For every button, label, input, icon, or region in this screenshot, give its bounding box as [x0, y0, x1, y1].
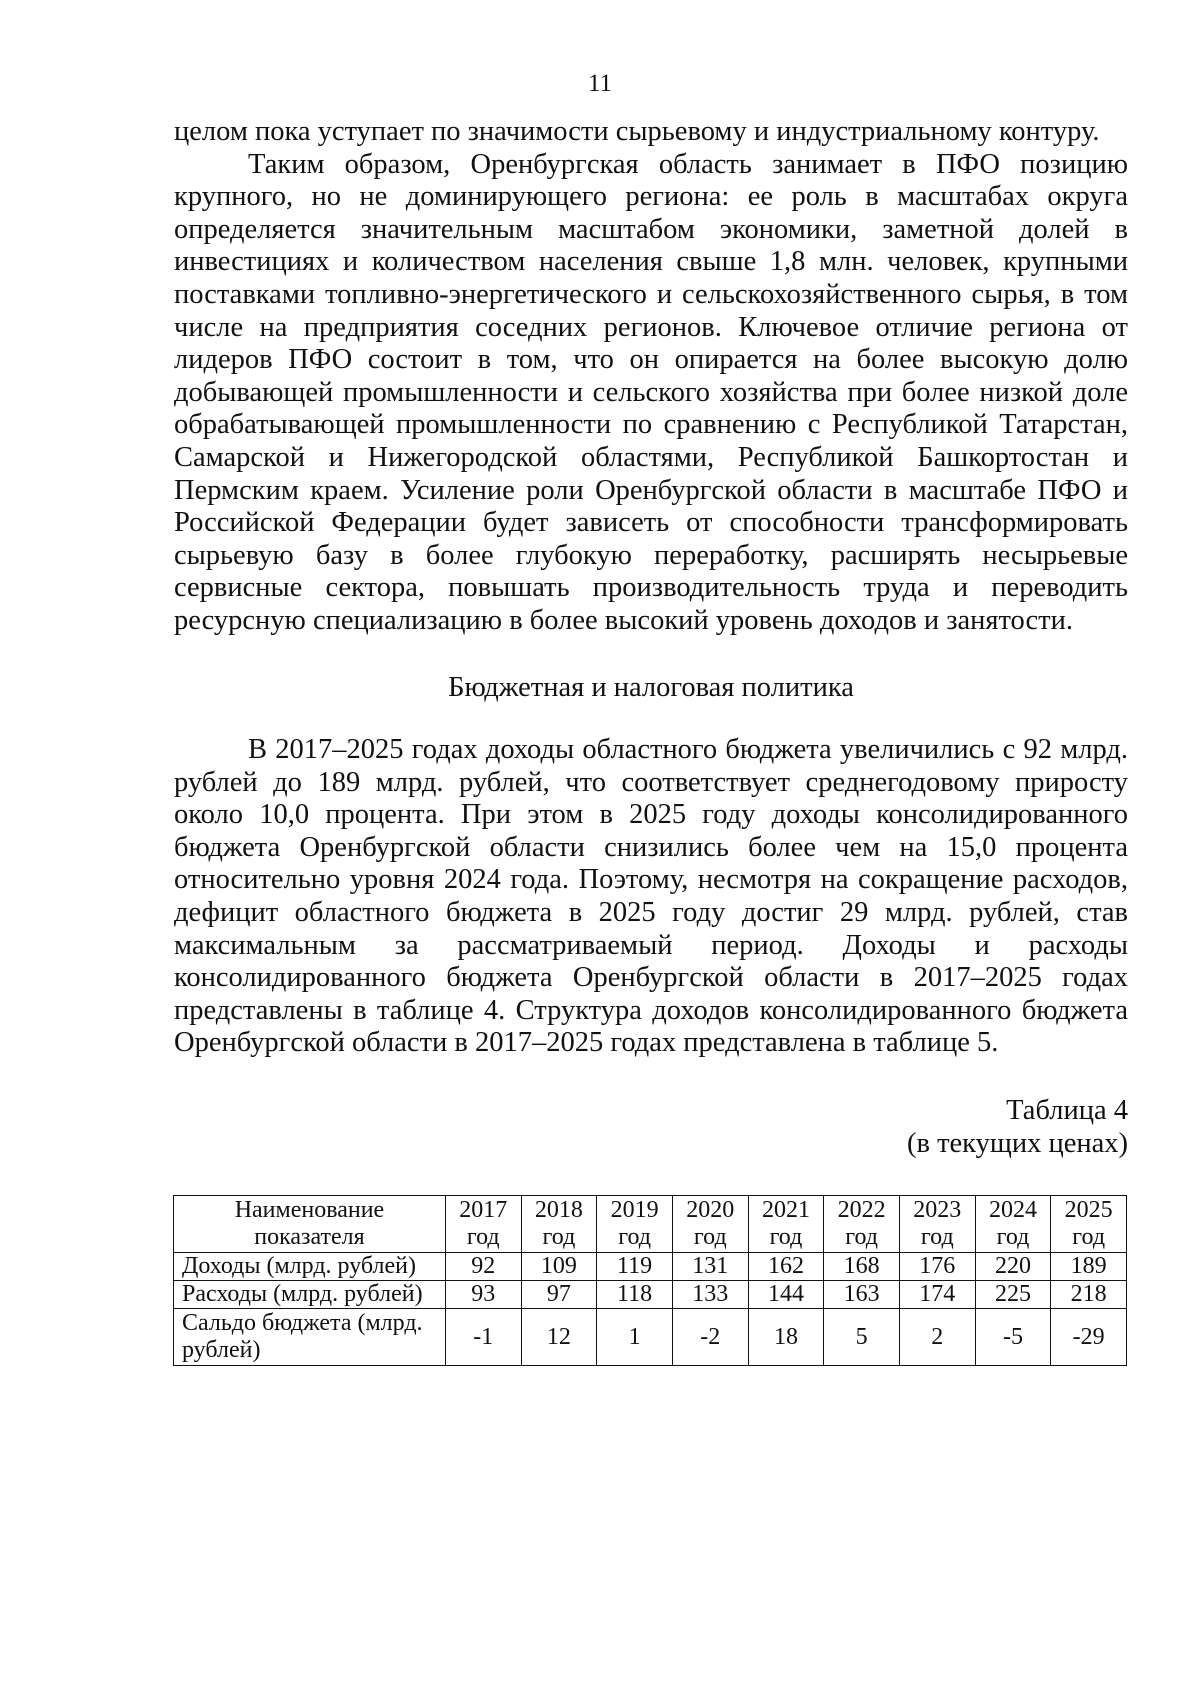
- header-year: 2024: [988, 1197, 1037, 1223]
- budget-paragraph: В 2017–2025 годах доходы областного бюджета увеличились с 92 млрд. рублей до 189 млрд. рублей, что соответствует среднегодовому приросту около 10,0 процента. При этом в 2025 году доходы консолидированного бюджета Оренбургской области снизились более чем на 15,0 процента относительно уровня 2024 года. Поэтому, несмотря на сокращение расходов, дефицит областного бюджета в 2025 году достиг 29 млрд. рублей, став максимальным за рассматриваемый период. Доходы и расходы консолидированного бюджета Оренбургской области в 2017–2025 годах представлены в таблице 4. Структура доходов консолидированного бюджета Оренбургской области в 2017–2025 годах представлена в таблице 5.: [174, 734, 1128, 1059]
- header-year: 2021: [761, 1197, 810, 1223]
- row-label: Сальдо бюджета (млрд. рублей): [174, 1309, 446, 1366]
- header-year-unit: год: [845, 1224, 878, 1250]
- table-cell: 5: [824, 1309, 900, 1366]
- table-cell: 93: [445, 1281, 521, 1309]
- page-number: 11: [587, 70, 613, 97]
- table-units: (в текущих ценах): [907, 1128, 1128, 1159]
- table-cell: 189: [1051, 1253, 1127, 1281]
- table-cell: 1: [597, 1309, 673, 1366]
- intro-continuation: целом пока уступает по значимости сырьевому и индустриальному контуру.: [174, 116, 1100, 147]
- header-year: 2020: [686, 1197, 735, 1223]
- table-cell: -1: [445, 1309, 521, 1366]
- table-cell: 12: [521, 1309, 597, 1366]
- table-cell: 218: [1051, 1281, 1127, 1309]
- table-cell: 2: [899, 1309, 975, 1366]
- table-cell: 163: [824, 1281, 900, 1309]
- header-year-unit: год: [920, 1224, 954, 1250]
- table-cell: -29: [1051, 1309, 1127, 1366]
- header-year: 2019: [610, 1197, 659, 1223]
- table-cell: 131: [672, 1253, 748, 1281]
- row-label: Расходы (млрд. рублей): [174, 1281, 446, 1309]
- table-cell: 133: [672, 1281, 748, 1309]
- header-year: 2025: [1064, 1197, 1113, 1223]
- header-year: 2022: [837, 1197, 886, 1223]
- header-indicator-line1: Наименование: [234, 1197, 385, 1223]
- table-cell: -5: [975, 1309, 1051, 1366]
- table-cell: -2: [672, 1309, 748, 1366]
- header-year-2025: [1051, 1196, 1127, 1253]
- table-title: Таблица 4: [1006, 1095, 1128, 1126]
- header-year-unit: год: [996, 1224, 1030, 1250]
- table-cell: 119: [597, 1253, 673, 1281]
- header-year-2019: [597, 1196, 673, 1253]
- table-cell: 97: [521, 1281, 597, 1309]
- header-year-unit: год: [542, 1224, 576, 1250]
- header-year-2018: [521, 1196, 597, 1253]
- table-row-revenue: [174, 1253, 1127, 1281]
- table-cell: 162: [748, 1253, 824, 1281]
- header-year-2020: [672, 1196, 748, 1253]
- table-row-balance: [174, 1309, 1127, 1366]
- header-year-2017: [445, 1196, 521, 1253]
- table-cell: 176: [899, 1253, 975, 1281]
- table-header-row: [174, 1196, 1127, 1253]
- budget-table: [173, 1195, 1127, 1366]
- table-cell: 118: [597, 1281, 673, 1309]
- header-year: 2017: [459, 1197, 508, 1223]
- header-year-2023: [899, 1196, 975, 1253]
- header-year-unit: год: [769, 1224, 803, 1250]
- header-year-2022: [824, 1196, 900, 1253]
- table-cell: 225: [975, 1281, 1051, 1309]
- table-cell: 109: [521, 1253, 597, 1281]
- row-label: Доходы (млрд. рублей): [174, 1253, 446, 1281]
- table-cell: 144: [748, 1281, 824, 1309]
- intro-text: [174, 116, 1128, 638]
- header-year-2024: [975, 1196, 1051, 1253]
- header-year-2021: [748, 1196, 824, 1253]
- header-year-unit: год: [1072, 1224, 1106, 1250]
- intro-paragraph: Таким образом, Оренбургская область занимает в ПФО позицию крупного, но не доминирующего региона: ее роль в масштабах округа определяется значительным масштабом экономики, заметной долей в инвестициях и количеством населения свыше 1,8 млн. человек, крупными поставками топливно-энергетического и сельскохозяйственного сырья, в том числе на предприятия соседних регионов. Ключевое отличие региона от лидеров ПФО состоит в том, что он опирается на более высокую долю добывающей промышленности и сельского хозяйства при более низкой доле обрабатывающей промышленности по сравнению с Республикой Татарстан, Самарской и Нижегородской областями, Республикой Башкортостан и Пермским краем. Усиление роли Оренбургской области в масштабе ПФО и Российской Федерации будет зависеть от способности трансформировать сырьевую базу в более глубокую переработку, расширять несырьевые сервисные сектора, повышать производительность труда и переводить ресурсную специализацию в более высокий уровень доходов и занятости.: [174, 148, 1128, 636]
- table-cell: 168: [824, 1253, 900, 1281]
- table-row-expenses: [174, 1281, 1127, 1309]
- table-cell: 174: [899, 1281, 975, 1309]
- header-indicator-line2: показателя: [254, 1224, 365, 1250]
- header-year: 2023: [913, 1197, 962, 1223]
- section-heading: Бюджетная и налоговая политика: [448, 672, 854, 703]
- budget-text: [174, 734, 1128, 1060]
- header-year-unit: год: [693, 1224, 727, 1250]
- header-year: 2018: [534, 1197, 583, 1223]
- table-cell: 18: [748, 1309, 824, 1366]
- header-year-unit: год: [466, 1224, 500, 1250]
- header-year-unit: год: [618, 1224, 651, 1250]
- header-indicator: [174, 1196, 446, 1253]
- table-cell: 220: [975, 1253, 1051, 1281]
- table-cell: 92: [445, 1253, 521, 1281]
